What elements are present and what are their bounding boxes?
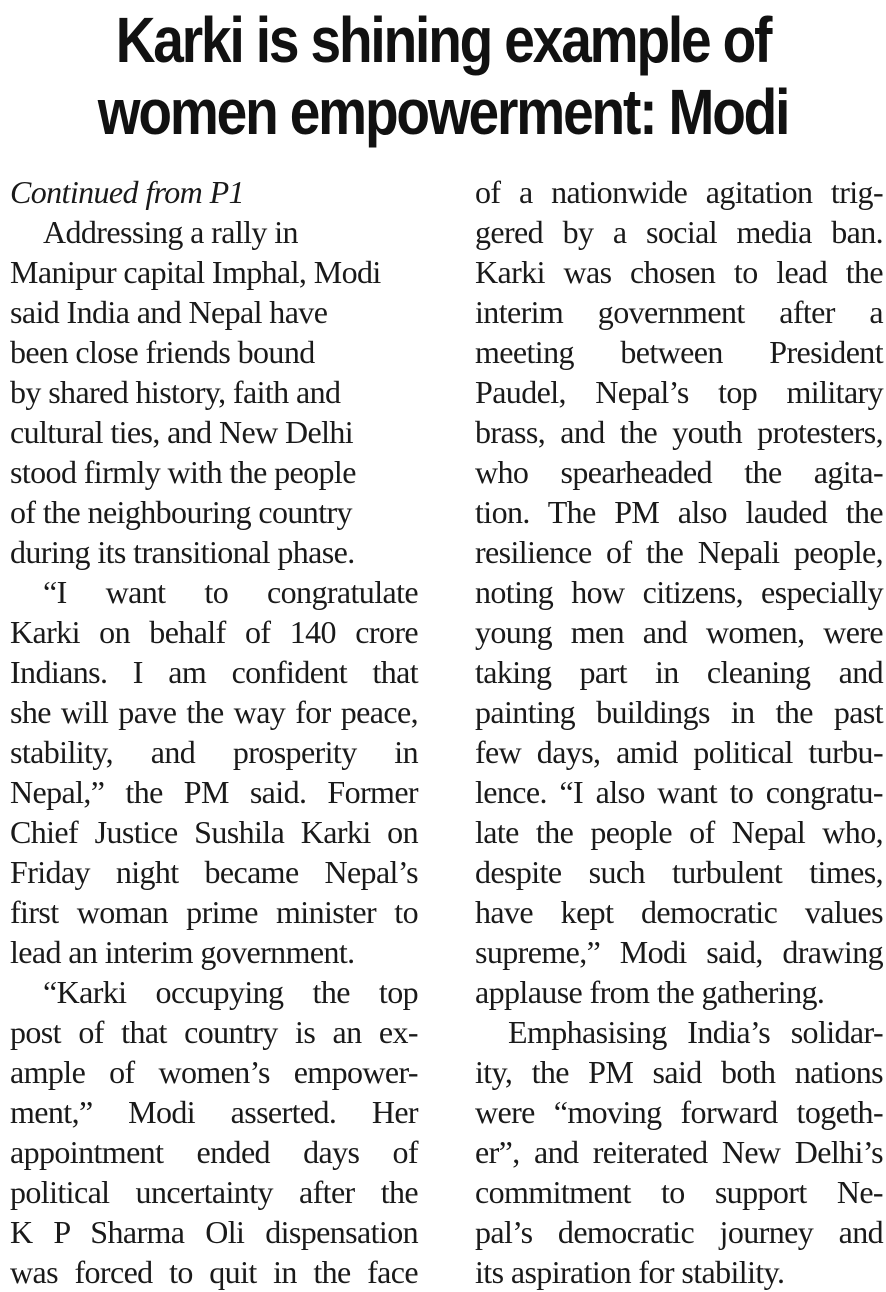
left-column-text	[10, 212, 418, 1292]
text-line: ample of women’s empower-	[10, 1054, 418, 1090]
text-line: said India and Nepal have	[10, 294, 328, 330]
text-line: political uncertainty after the	[10, 1174, 418, 1210]
text-line: Paudel, Nepal’s top military	[475, 374, 883, 410]
text-line: cultural ties, and New Delhi	[10, 414, 354, 450]
text-line: Karki on behalf of 140 crore	[10, 614, 418, 650]
text-line: of the neighbouring country	[10, 494, 352, 530]
text-line: painting buildings in the past	[475, 694, 883, 730]
text-line: brass, and the youth protesters,	[475, 414, 883, 450]
text-line: its aspiration for stability.	[475, 1254, 785, 1290]
text-line: were “moving forward togeth-	[475, 1094, 883, 1130]
article-column-left	[10, 172, 418, 1292]
text-line: Emphasising India’s solidar-	[508, 1014, 883, 1050]
text-line: stability, and prosperity in	[10, 734, 418, 770]
text-line: was forced to quit in the face	[10, 1254, 418, 1290]
text-line: “Karki occupying the top	[43, 974, 418, 1010]
text-line: er”, and reiterated New Delhi’s	[475, 1134, 883, 1170]
text-line: resilience of the Nepali people,	[475, 534, 883, 570]
text-line: she will pave the way for peace,	[10, 694, 418, 730]
text-line: despite such turbulent times,	[475, 854, 883, 890]
headline-line-2: women empowerment: Modi	[97, 76, 789, 148]
text-line: first woman prime minister to	[10, 894, 418, 930]
text-line: Manipur capital Imphal, Modi	[10, 254, 381, 290]
text-line: commitment to support Ne-	[475, 1174, 883, 1210]
headline-line-1: Karki is shining example of	[115, 4, 771, 76]
text-line: few days, amid political turbu-	[475, 734, 883, 770]
text-line: interim government after a	[475, 294, 883, 330]
text-line: ity, the PM said both nations	[475, 1054, 883, 1090]
text-line: post of that country is an ex-	[10, 1014, 418, 1050]
right-column-text	[475, 172, 883, 1292]
text-line: “I want to congratulate	[43, 574, 418, 610]
text-line: Chief Justice Sushila Karki on	[10, 814, 418, 850]
continued-from-label: Continued from P1	[10, 174, 244, 210]
text-line: stood firmly with the people	[10, 454, 356, 490]
text-line: K P Sharma Oli dispensation	[10, 1214, 418, 1250]
text-line: lead an interim government.	[10, 934, 355, 970]
text-line: tion. The PM also lauded the	[475, 494, 883, 530]
text-line: Indians. I am confident that	[10, 654, 418, 690]
text-line: have kept democratic values	[475, 894, 883, 930]
text-line: Nepal,” the PM said. Former	[10, 774, 418, 810]
headline	[62, 4, 824, 148]
text-line: who spearheaded the agita-	[475, 454, 883, 490]
text-line: been close friends bound	[10, 334, 315, 370]
text-line: gered by a social media ban.	[475, 214, 883, 250]
text-line: appointment ended days of	[10, 1134, 418, 1170]
text-line: lence. “I also want to congratu-	[475, 774, 883, 810]
text-line: late the people of Nepal who,	[475, 814, 883, 850]
text-line: supreme,” Modi said, drawing	[475, 934, 883, 970]
article-column-right	[475, 172, 883, 1292]
text-line: noting how citizens, especially	[475, 574, 883, 610]
text-line: young men and women, were	[475, 614, 883, 650]
text-line: by shared history, faith and	[10, 374, 341, 410]
text-line: Friday night became Nepal’s	[10, 854, 418, 890]
text-line: Karki was chosen to lead the	[475, 254, 883, 290]
text-line: applause from the gathering.	[475, 974, 825, 1010]
text-line: Addressing a rally in	[43, 214, 298, 250]
text-line: pal’s democratic journey and	[475, 1214, 883, 1250]
text-line: meeting between President	[475, 334, 883, 370]
text-line: of a nationwide agitation trig-	[475, 174, 883, 210]
text-line: taking part in cleaning and	[475, 654, 883, 690]
text-line: ment,” Modi asserted. Her	[10, 1094, 418, 1130]
text-line: during its transitional phase.	[10, 534, 355, 570]
